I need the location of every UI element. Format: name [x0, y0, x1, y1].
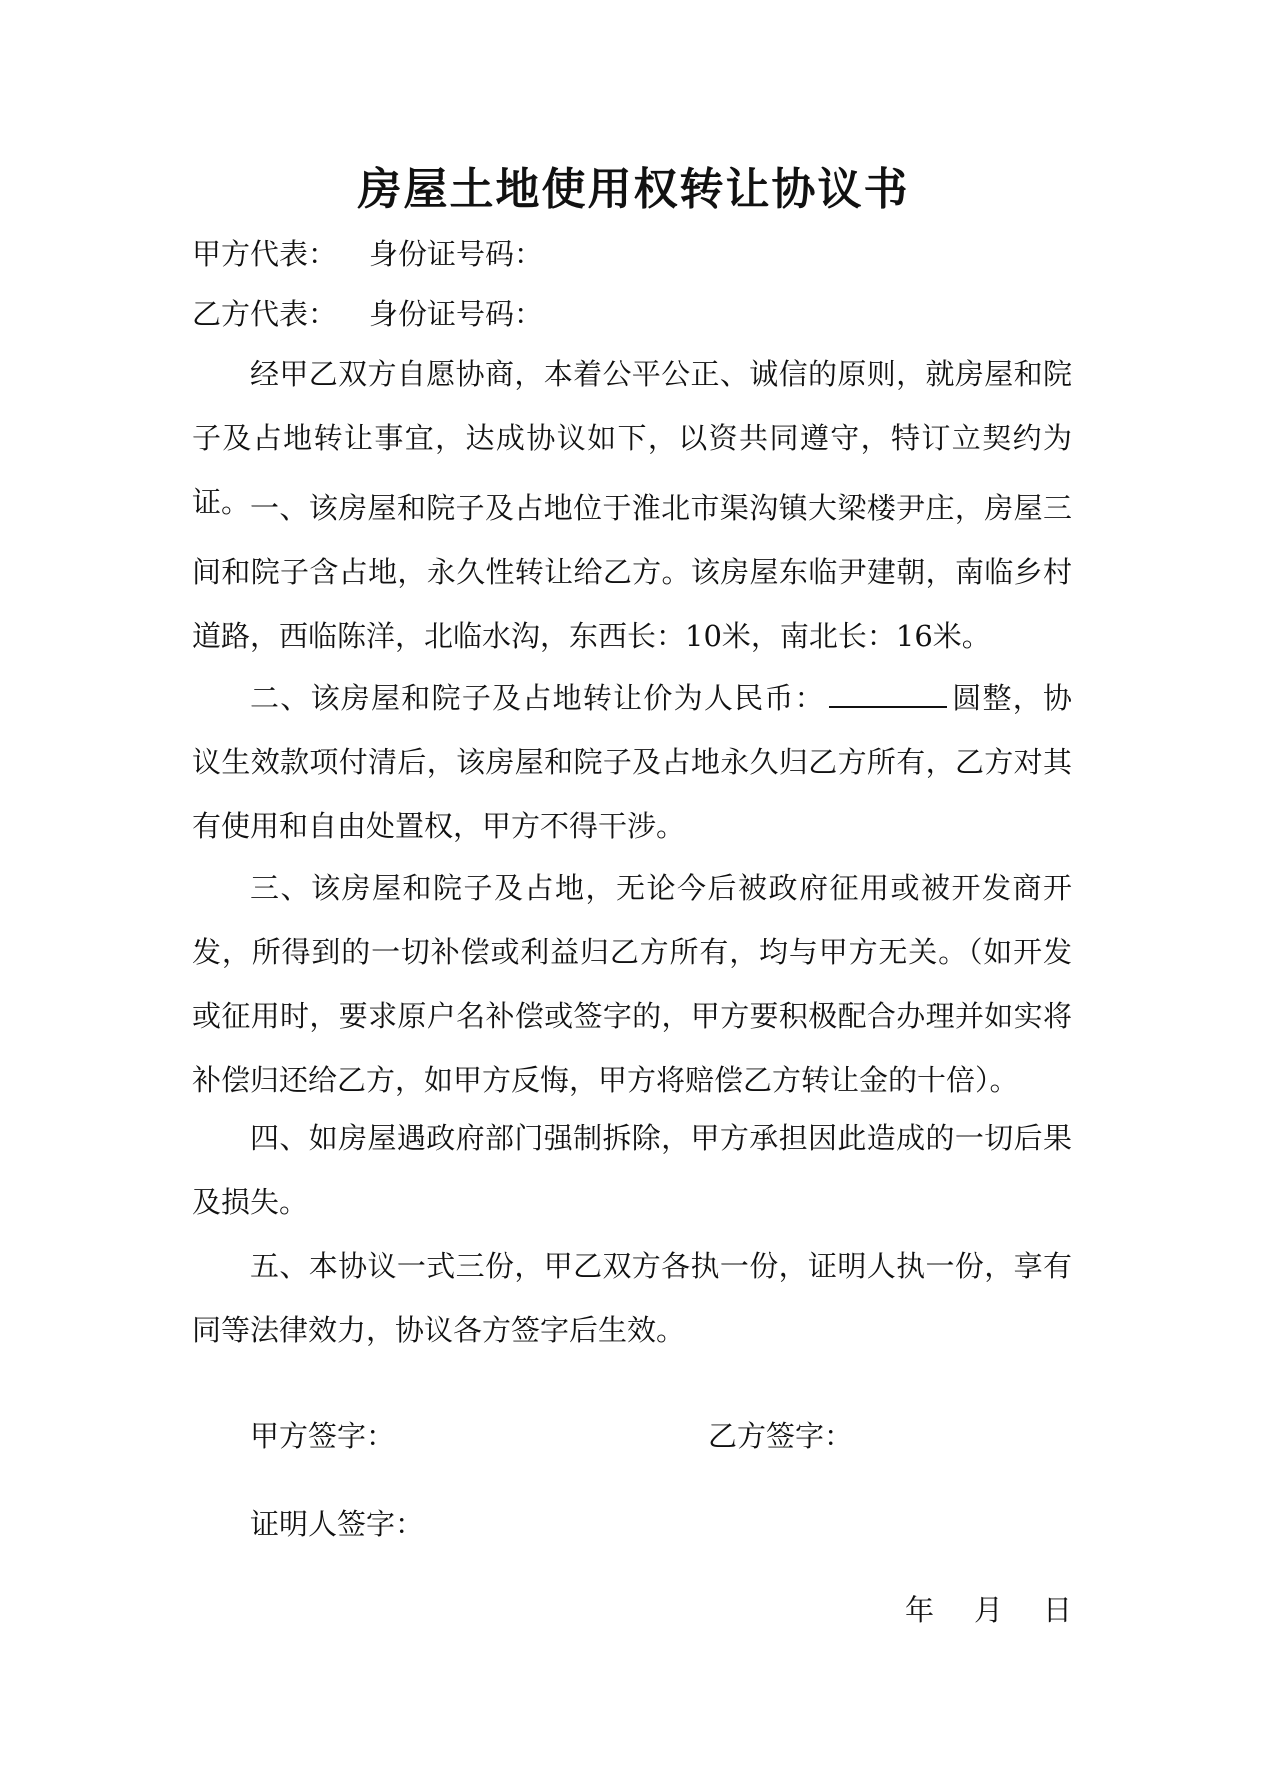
party-a-row: [192, 234, 543, 274]
date-line: [905, 1590, 1072, 1630]
clause-5-paragraph: 五、本协议一式三份，甲乙双方各执一份，证明人执一份，享有同等法律效力，协议各方签字后生效。: [192, 1249, 1072, 1347]
date-day: 日: [1042, 1593, 1072, 1627]
clause-3-paragraph: 三、该房屋和院子及占地，无论今后被政府征用或被开发商开发，所得到的一切补偿或利益归乙方所有，均与甲方无关。（如开发或征用时，要求原户名补偿或签字的，甲方要积极配合办理并如实将补偿归还给乙方，如甲方反悔，甲方将赔偿乙方转让金的十倍）。: [192, 871, 1072, 1097]
date-month: 月: [973, 1593, 1003, 1627]
party-a-label: 甲方代表：: [192, 237, 338, 271]
clause-2-paragraph: [192, 666, 1072, 858]
party-b-id-label: 身份证号码：: [369, 297, 544, 331]
party-b-row: [192, 294, 543, 334]
witness-signature-label: 证明人签字：: [250, 1507, 425, 1541]
party-b-label: 乙方代表：: [192, 297, 338, 331]
clause-4-paragraph: 四、如房屋遇政府部门强制拆除，甲方承担因此造成的一切后果及损失。: [192, 1121, 1072, 1219]
clause-1-paragraph: 一、该房屋和院子及占地位于淮北市渠沟镇大梁楼尹庄，房屋三间和院子含占地，永久性转让给乙方。该房屋东临尹建朝，南临乡村道路，西临陈洋，北临水沟，东西长：10米，南北长：16米。: [192, 491, 1072, 653]
date-year: 年: [904, 1593, 934, 1627]
party-b-signature-label: 乙方签字：: [708, 1419, 854, 1453]
price-blank-line: [829, 676, 947, 708]
party-a-signature-label: 甲方签字：: [250, 1419, 396, 1453]
document-title: 房屋土地使用权转让协议书: [357, 164, 910, 215]
clause-2-after: 圆整，协议生效款项付清后，该房屋和院子及占地永久归乙方所有，乙方对其有使用和自由处置权，甲方不得干涉。: [192, 681, 1072, 843]
clause-2-before: 二、该房屋和院子及占地转让价为人民币：: [250, 681, 825, 715]
intro-paragraph: 经甲乙双方自愿协商，本着公平公正、诚信的原则，就房屋和院子及占地转让事宜，达成协议如下，以资共同遵守，特订立契约为证。: [192, 357, 1072, 519]
party-a-id-label: 身份证号码：: [369, 237, 544, 271]
